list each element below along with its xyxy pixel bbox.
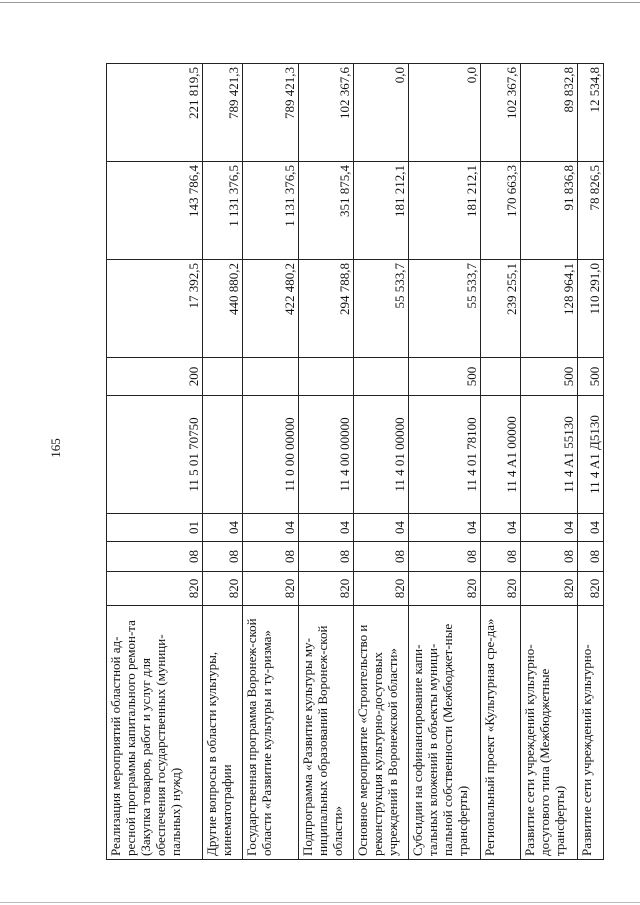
csr-cell bbox=[203, 396, 243, 514]
grbs-cell: 820 bbox=[107, 572, 203, 606]
csr-cell: 11 4 A1 55130 bbox=[521, 396, 578, 514]
row-name: Региональный проект «Культурная сре-да» bbox=[481, 606, 521, 860]
row-name: Развитие сети учреждений культурно-досугового типа (Межбюджетные трансферты) bbox=[521, 606, 578, 860]
pr-cell: 04 bbox=[578, 514, 604, 542]
csr-cell: 11 4 01 00000 bbox=[354, 396, 409, 514]
value-1-cell: 294 788,8 bbox=[299, 260, 354, 358]
rz-cell: 08 bbox=[409, 542, 481, 572]
vr-cell bbox=[354, 358, 409, 396]
table-row bbox=[578, 64, 604, 860]
table-row bbox=[481, 64, 521, 860]
csr-cell: 11 4 A1 Д5130 bbox=[578, 396, 604, 514]
grbs-cell: 820 bbox=[203, 572, 243, 606]
value-1-cell: 55 533,7 bbox=[409, 260, 481, 358]
grbs-cell: 820 bbox=[481, 572, 521, 606]
value-1-cell: 110 291,0 bbox=[578, 260, 604, 358]
rz-cell: 08 bbox=[299, 542, 354, 572]
table-row bbox=[521, 64, 578, 860]
vr-cell bbox=[299, 358, 354, 396]
vr-cell bbox=[203, 358, 243, 396]
value-2-cell: 143 786,4 bbox=[107, 162, 203, 260]
rz-cell: 08 bbox=[354, 542, 409, 572]
value-3-cell: 102 367,6 bbox=[299, 64, 354, 162]
value-3-cell: 789 421,3 bbox=[203, 64, 243, 162]
table-row bbox=[243, 64, 299, 860]
value-3-cell: 89 832,8 bbox=[521, 64, 578, 162]
grbs-cell: 820 bbox=[299, 572, 354, 606]
grbs-cell: 820 bbox=[354, 572, 409, 606]
table-body bbox=[107, 64, 604, 860]
grbs-cell: 820 bbox=[521, 572, 578, 606]
value-2-cell: 351 875,4 bbox=[299, 162, 354, 260]
pr-cell: 04 bbox=[521, 514, 578, 542]
vr-cell bbox=[243, 358, 299, 396]
vr-cell bbox=[481, 358, 521, 396]
page-top-edge bbox=[0, 2, 640, 3]
value-1-cell: 440 880,2 bbox=[203, 260, 243, 358]
row-name: Реализация мероприятий областной ад-ресной программы капитального ремон-та (Закупка товаров, работ и услуг для обеспечения государственных (муници-пальных) нужд) bbox=[107, 606, 203, 860]
csr-cell: 11 4 00 00000 bbox=[299, 396, 354, 514]
page-number: 165 bbox=[48, 438, 63, 458]
row-name: Другие вопросы в области культуры, кинематографии bbox=[203, 606, 243, 860]
grbs-cell: 820 bbox=[578, 572, 604, 606]
table-row bbox=[299, 64, 354, 860]
value-1-cell: 17 392,5 bbox=[107, 260, 203, 358]
value-3-cell: 789 421,3 bbox=[243, 64, 299, 162]
rz-cell: 08 bbox=[521, 542, 578, 572]
value-2-cell: 1 131 376,5 bbox=[203, 162, 243, 260]
vr-cell: 500 bbox=[409, 358, 481, 396]
row-name: Субсидии на софинансирование капи-тальных вложений в объекты муници-пальной собственности (Межбюджет-ные трансферты) bbox=[409, 606, 481, 860]
pr-cell: 04 bbox=[409, 514, 481, 542]
pr-cell: 04 bbox=[354, 514, 409, 542]
rotated-table-container bbox=[106, 64, 603, 860]
pr-cell: 01 bbox=[107, 514, 203, 542]
pr-cell: 04 bbox=[203, 514, 243, 542]
value-2-cell: 181 212,1 bbox=[354, 162, 409, 260]
budget-table bbox=[106, 63, 604, 860]
page-bottom-edge bbox=[0, 902, 640, 903]
rz-cell: 08 bbox=[203, 542, 243, 572]
row-name: Подпрограмма «Развитие культуры му-ниципальных образований Воронеж-ской области» bbox=[299, 606, 354, 860]
vr-cell: 200 bbox=[107, 358, 203, 396]
value-3-cell: 221 819,5 bbox=[107, 64, 203, 162]
value-3-cell: 0,0 bbox=[354, 64, 409, 162]
grbs-cell: 820 bbox=[409, 572, 481, 606]
csr-cell: 11 4 A1 00000 bbox=[481, 396, 521, 514]
rz-cell: 08 bbox=[243, 542, 299, 572]
value-1-cell: 55 533,7 bbox=[354, 260, 409, 358]
grbs-cell: 820 bbox=[243, 572, 299, 606]
csr-cell: 11 5 01 70750 bbox=[107, 396, 203, 514]
value-3-cell: 12 534,8 bbox=[578, 64, 604, 162]
table-row bbox=[203, 64, 243, 860]
csr-cell: 11 4 01 78100 bbox=[409, 396, 481, 514]
pr-cell: 04 bbox=[299, 514, 354, 542]
value-2-cell: 91 836,8 bbox=[521, 162, 578, 260]
table-row bbox=[409, 64, 481, 860]
value-2-cell: 170 663,3 bbox=[481, 162, 521, 260]
row-name: Основное мероприятие «Строительство и реконструкция культурно-досуговых учреждений в Воронежской области» bbox=[354, 606, 409, 860]
csr-cell: 11 0 00 00000 bbox=[243, 396, 299, 514]
vr-cell: 500 bbox=[521, 358, 578, 396]
vr-cell: 500 bbox=[578, 358, 604, 396]
table-row bbox=[107, 64, 203, 860]
pr-cell: 04 bbox=[481, 514, 521, 542]
pr-cell: 04 bbox=[243, 514, 299, 542]
value-2-cell: 181 212,1 bbox=[409, 162, 481, 260]
table-row bbox=[354, 64, 409, 860]
value-3-cell: 0,0 bbox=[409, 64, 481, 162]
rz-cell: 08 bbox=[107, 542, 203, 572]
value-1-cell: 422 480,2 bbox=[243, 260, 299, 358]
rz-cell: 08 bbox=[578, 542, 604, 572]
row-name: Государственная программа Воронеж-ской области «Развитие культуры и ту-ризма» bbox=[243, 606, 299, 860]
value-2-cell: 1 131 376,5 bbox=[243, 162, 299, 260]
value-1-cell: 239 255,1 bbox=[481, 260, 521, 358]
rz-cell: 08 bbox=[481, 542, 521, 572]
row-name: Развитие сети учреждений культурно- bbox=[578, 606, 604, 860]
value-2-cell: 78 826,5 bbox=[578, 162, 604, 260]
value-1-cell: 128 964,1 bbox=[521, 260, 578, 358]
value-3-cell: 102 367,6 bbox=[481, 64, 521, 162]
